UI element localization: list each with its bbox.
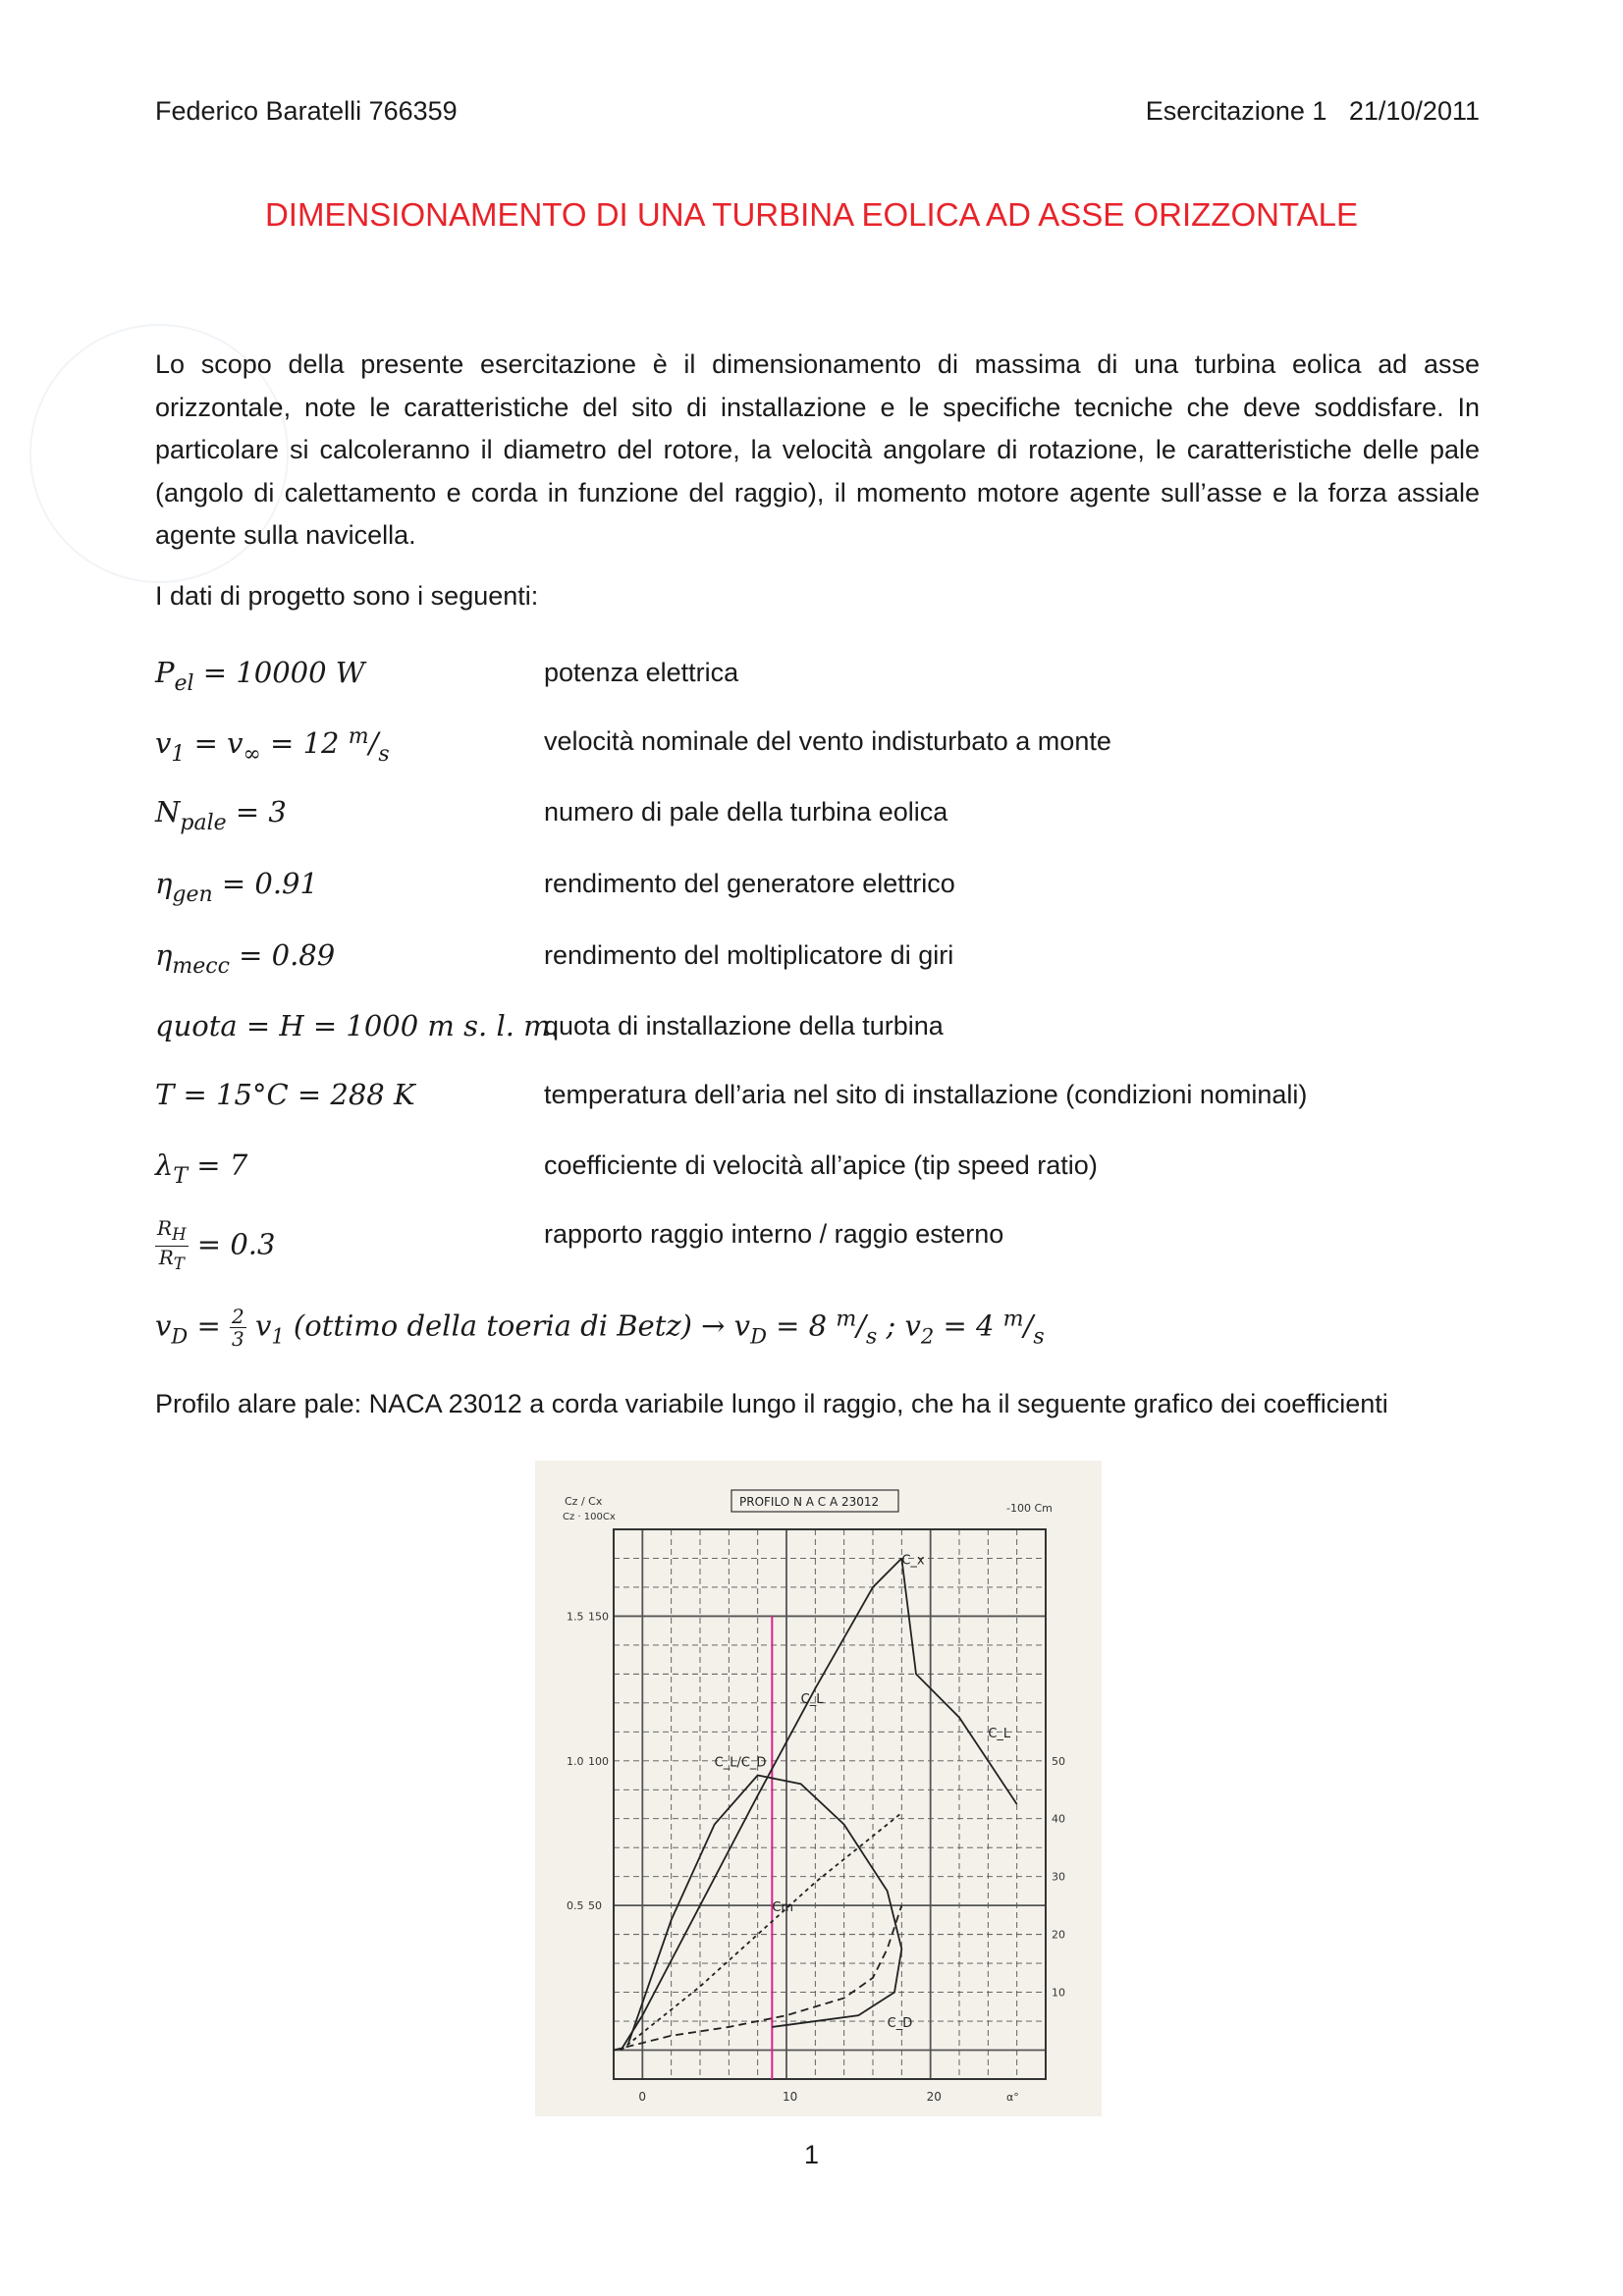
param-row bbox=[155, 656, 1480, 699]
header-author: Federico Baratelli 766359 bbox=[155, 96, 458, 126]
param-description: numero di pale della turbina eolica bbox=[544, 797, 948, 827]
curve-label: C_L bbox=[800, 1691, 824, 1707]
chart-title: PROFILO N A C A 23012 bbox=[739, 1495, 880, 1509]
param-row bbox=[155, 867, 1480, 910]
y-tick-label: 100 bbox=[588, 1754, 609, 1768]
param-formula: $\eta_{mecc} = 0.89$ bbox=[155, 938, 336, 979]
param-formula: quota = H = 1000 m s. l. m. bbox=[155, 1009, 560, 1042]
curve-label: C_x bbox=[901, 1553, 925, 1569]
param-formula: $\eta_{gen} = 0.91$ bbox=[155, 867, 318, 907]
curve-label: Cm bbox=[772, 1900, 794, 1916]
param-formula: $v_1 = v_\infty = 12$ $^m/_s$ bbox=[155, 724, 390, 767]
param-description: rendimento del generatore elettrico bbox=[544, 869, 955, 898]
y-right-tick-label: 20 bbox=[1052, 1928, 1065, 1942]
param-description: temperatura dell’aria nel sito di installazione (condizioni nominali) bbox=[544, 1080, 1308, 1109]
y-tick-label: 0.5 bbox=[567, 1899, 584, 1913]
naca-chart-svg bbox=[535, 1461, 1102, 2116]
profile-description: Profilo alare pale: NACA 23012 a corda variabile lungo il raggio, che ha il seguente grafico dei coefficienti bbox=[155, 1389, 1388, 1418]
param-row bbox=[155, 938, 1480, 982]
x-tick-label: 20 bbox=[926, 2090, 942, 2104]
y-right-tick-label: 10 bbox=[1052, 1986, 1065, 2000]
betz-equation: $v_D$ = $\frac{2}{3}$ $v_1$ (ottimo della toeria di Betz) → $v_D = 8$ $^m/_s$ ; $v_2 = 4$ $^m/_s$ bbox=[155, 1305, 1045, 1351]
curve-label: C_D bbox=[887, 2015, 913, 2031]
param-description: potenza elettrica bbox=[544, 658, 739, 687]
curve-label: C_L/C_D bbox=[714, 1755, 767, 1771]
plot-frame bbox=[614, 1529, 1046, 2079]
y-tick-label: 150 bbox=[588, 1610, 609, 1624]
param-formula: $\lambda_T = 7$ bbox=[155, 1148, 248, 1189]
data-lead-text: I dati di progetto sono i seguenti: bbox=[155, 581, 539, 611]
param-formula: $P_{el} = 10000$ W bbox=[155, 656, 365, 696]
y-right-tick-label: 40 bbox=[1052, 1812, 1065, 1826]
x-unit-label: α° bbox=[1006, 2091, 1019, 2104]
param-description: rendimento del moltiplicatore di giri bbox=[544, 940, 954, 970]
y-axis-label: Cz / Cx bbox=[565, 1495, 603, 1508]
header-exercise: Esercitazione 1 21/10/2011 bbox=[1145, 96, 1480, 126]
y-right-tick-label: 30 bbox=[1052, 1870, 1065, 1884]
page-title: DIMENSIONAMENTO DI UNA TURBINA EOLICA AD ASSE ORIZZONTALE bbox=[264, 196, 1359, 233]
param-description: coefficiente di velocità all’apice (tip speed ratio) bbox=[544, 1150, 1098, 1180]
page-number: 1 bbox=[803, 2140, 820, 2169]
naca-chart bbox=[535, 1461, 1102, 2116]
param-formula: $N_{pale} = 3$ bbox=[155, 795, 287, 835]
y-axis-label-outer: Cz · 100Cx bbox=[563, 1512, 616, 1522]
y-right-axis-label: -100 Cm bbox=[1006, 1502, 1053, 1515]
y-tick-label: 1.5 bbox=[567, 1610, 584, 1624]
series-line-c-l bbox=[621, 1558, 901, 2050]
param-description: velocità nominale del vento indisturbato a monte bbox=[544, 726, 1111, 756]
intro-paragraph: Lo scopo della presente esercitazione è il dimensionamento di massima di una turbina eolica ad asse orizzontale, note le caratteristiche del sito di installazione e le specifiche tecniche che deve soddisfare. In particolare si calcoleranno il diametro del rotore, la velocità angolare di rotazione, le caratteristiche delle pale (angolo di calettamento e corda in funzione del raggio), il momento motore agente sull’asse e la forza assiale agente sulla navicella. bbox=[155, 349, 1480, 550]
x-tick-label: 10 bbox=[783, 2090, 798, 2104]
param-row bbox=[155, 1148, 1480, 1192]
curve-label: C_L bbox=[988, 1727, 1011, 1742]
param-description: rapporto raggio interno / raggio esterno bbox=[544, 1219, 1004, 1249]
param-formula: $\frac{R_H}{R_T}$ = 0.3 bbox=[157, 1216, 276, 1273]
param-row bbox=[155, 724, 1480, 768]
param-row bbox=[155, 1009, 1480, 1052]
param-row bbox=[155, 795, 1480, 838]
y-right-tick-label: 50 bbox=[1052, 1754, 1065, 1768]
param-formula: T = 15°C = 288 K bbox=[155, 1078, 415, 1111]
series-line-c-l-c-d bbox=[628, 1776, 902, 2045]
param-row bbox=[155, 1216, 1480, 1273]
y-tick-label: 50 bbox=[588, 1899, 602, 1913]
y-tick-label: 1.0 bbox=[567, 1754, 584, 1768]
param-description: quota di installazione della turbina bbox=[544, 1011, 944, 1041]
x-tick-label: 0 bbox=[638, 2090, 646, 2104]
param-row bbox=[155, 1078, 1480, 1121]
